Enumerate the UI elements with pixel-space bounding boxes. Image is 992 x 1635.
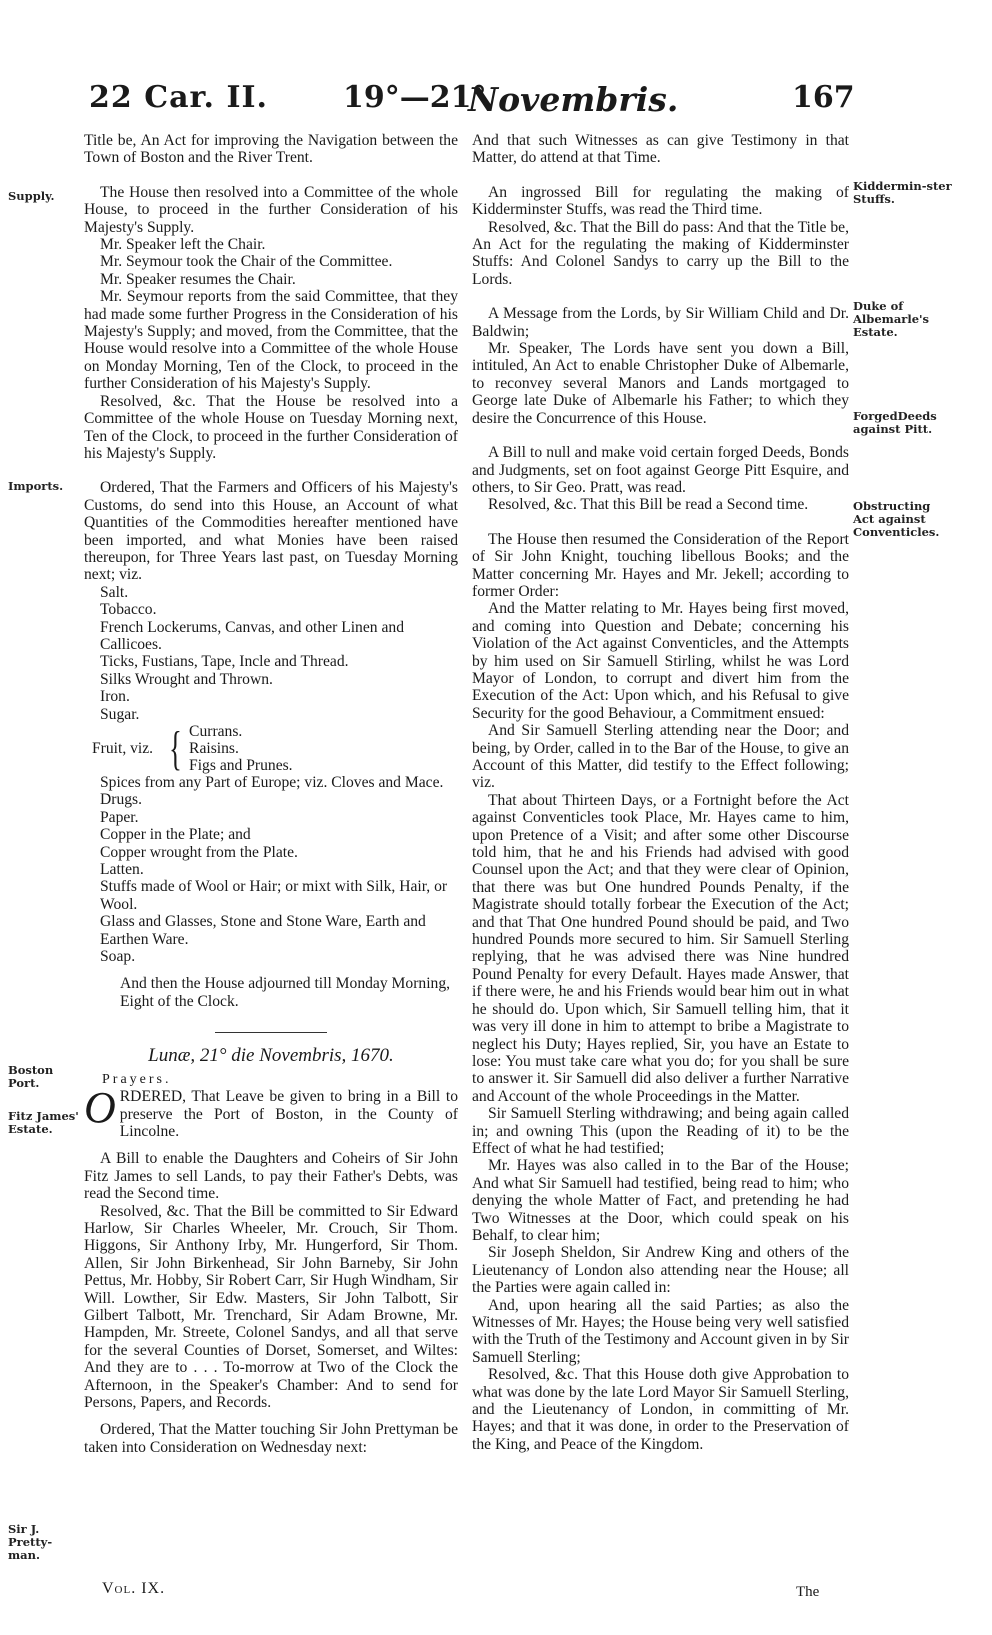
volume-signature: Vol. IX. [102,1580,166,1597]
prayers-heading: Prayers. [102,1071,172,1087]
list-item: Spices from any Part of Europe; viz. Cloves and Mace. [100,774,444,791]
paragraph: Sir Joseph Sheldon, Sir Andrew King and others of the Lieutenancy of London also attending near the House; all the Parties were again called in: [472,1244,849,1297]
paragraph: Mr. Speaker, The Lords have sent you down a Bill, intituled, An Act to enable Christopher Duke of Albemarle, to reconvey several Manors and Lands mortgaged to George late Duke of Albemarle his Father; to which they desire the Concurrence of this House. [472,340,849,427]
right-column [472,132,849,1453]
paragraph: Mr. Speaker left the Chair. [100,236,266,254]
paragraph: Sir Samuell Sterling withdrawing; and being again called in; and owning This (upon the Reading of it) to be the Effect of what he had testified; [472,1105,849,1157]
paragraph: Resolved, &c. That this House doth give Approbation to what was done by the late Lord Mayor Sir Samuell Sterling, and the Lieutenancy of London, in committing of Mr. Hayes; and that it was done, in order to the Preservation of the King, and Peace of the Kingdom. [472,1366,849,1453]
list-item: French Lockerums, Canvas, and other Linen and Callicoes. [100,618,404,653]
list-item: Copper in the Plate; and [100,826,251,844]
fruit-group [92,723,458,774]
list-item: Copper wrought from the Plate. [100,843,298,861]
list-item: Ticks, Fustians, Tape, Incle and Thread. [100,653,349,671]
list-item: Tobacco. [100,601,157,619]
header-month: Novembris. [468,80,679,119]
list-item: Currans. [189,723,243,740]
margin-note-forged-deeds: ForgedDeeds against Pitt. [853,409,937,436]
list-item: Sugar. [100,705,140,723]
list-item: Figs and Prunes. [189,757,293,774]
paragraph: A Message from the Lords, by Sir William Child and Dr. Baldwin; [472,305,849,340]
sitting-date: Lunæ, 21° die Novembris, 1670. [148,1045,394,1067]
brace-icon: { [169,721,182,775]
paragraph: Mr. Seymour reports from the said Committee, that they had made some further Progress in the Consideration of his Majesty's Supply; and moved, from the Committee, that the House would resolve into a Committee of the whole House on Monday Morning, Ten of the Clock, to proceed in the further Consideration of his Majesty's Supply. [84,288,458,393]
margin-note-prettyman: Sir J. Pretty-man. [8,1522,53,1562]
paragraph: Mr. Hayes was also called in to the Bar of the House; And what Sir Samuell had testified, being read to him; who denying the whole Matter of Fact, and pretending he had Two Witnesses at the Door, which could speak on his Behalf, to clear him; [472,1157,849,1244]
paragraph: Resolved, &c. That the Bill be committed to Sir Edward Harlow, Sir Charles Wheeler, Mr. Crouch, Sir Thom. Higgons, Sir Anthony Irby, Mr. Hungerford, Sir Thom. Allen, Sir John Birkenhead, Sir John Barneby, Sir John Pettus, Mr. Hobby, Sir Robert Carr, Sir Hugh Windham, Sir Will. Lowther, Sir Edw. Masters, Sir John Talbott, Sir Gilbert Talbott, Mr. Trenchard, Sir Adam Browne, Mr. Hampden, Mr. Streete, Colonel Sandys, and all that serve for the several Counties of Dorset, Somerset, and Wiltes: And they are to . . . To-morrow at Two of the Clock the Afternoon, in the Speaker's Chamber: And to send for Persons, Papers, and Records. [84,1202,458,1411]
paragraph: And the Matter relating to Mr. Hayes being first moved, and coming into Question and Debate; concerning his Violation of the Act against Conventicles, and the Attempts by him used on Sir Samuell Stirling, whilst he was Lord Mayor of London, to corrupt and divert him from the Execution of the Act: Upon which, and his Refusal to give Security for the good Behaviour, a Commitment ensued: [472,600,849,722]
paragraph: The House then resumed the Consideration of the Report of Sir John Knight, touching libellous Books; and the Matter concerning Mr. Hayes and Mr. Jekell; according to former Order: [472,530,849,600]
list-item: Latten. [100,861,144,879]
paragraph: The House then resolved into a Committee of the whole House, to proceed in the further Consideration of his Majesty's Supply. [84,183,458,236]
margin-note-boston-port: Boston Port. [8,1063,54,1090]
fruit-list [189,723,293,774]
adjournment: And then the House adjourned till Monday Morning, Eight of the Clock. [120,975,451,1010]
paragraph: And, upon hearing all the said Parties; as also the Witnesses of Mr. Hayes; the House being very well satisfied with the Truth of the Testimony and Account given in by Sir Samuell Sterling; [472,1296,849,1366]
list-item: Glass and Glasses, Stone and Stone Ware, Earth and Earthen Ware. [100,913,426,948]
margin-note-fitz-james: Fitz James' Estate. [8,1109,79,1136]
list-item: Soap. [100,948,136,966]
paragraph: And that such Witnesses as can give Testimony in that Matter, do attend at that Time. [472,132,849,167]
paragraph: Mr. Speaker resumes the Chair. [100,270,296,288]
paragraph: A Bill to null and make void certain forged Deeds, Bonds and Judgments, set on foot against George Pitt Esquire, and others, to Sir Geo. Pratt, was read. [472,444,849,496]
page-number: 167 [792,80,855,115]
paragraph: Resolved, &c. That the Bill do pass: And that the Title be, An Act for the regulating the making of Kidderminster Stuffs: And Colonel Sandys to carry up the Bill to the Lords. [472,218,849,288]
paragraph: A Bill to enable the Daughters and Coheirs of Sir John Fitz James to sell Lands, to pay their Father's Debts, was read the Second time. [84,1150,458,1203]
margin-note-albemarle: Duke of Albemarle's Estate. [853,299,930,339]
list-item: Drugs. [100,791,143,809]
paragraph: And Sir Samuell Sterling attending near the Door; and being, by Order, called in to the Bar of the House, to give an Account of this Matter, did testify to the Effect following; viz. [472,722,849,792]
list-item: Silks Wrought and Thrown. [100,670,273,688]
list-item: Iron. [100,688,130,706]
list-item: Stuffs made of Wool or Hair; or mixt with Silk, Hair, or Wool. [100,878,448,913]
commodity-list [84,584,458,966]
fruit-label: Fruit, viz. [92,739,154,757]
drop-cap: O [84,1083,116,1133]
paragraph: An ingrossed Bill for regulating the making of Kidderminster Stuffs, was read the Third time. [472,183,849,219]
section-divider [215,1032,327,1033]
header-dates: 19°—21° [343,80,487,115]
margin-note-imports: Imports. [8,479,64,493]
paragraph: Mr. Seymour took the Chair of the Committee. [100,253,393,271]
left-column [84,132,458,1456]
list-item: Raisins. [189,740,239,757]
paragraph: Title be, An Act for improving the Navigation between the Town of Boston and the River Trent. [84,132,458,167]
margin-note-supply: Supply. [8,189,55,203]
header-regnal-year: 22 Car. II. [89,80,268,115]
paragraph [84,1083,458,1140]
paragraph-text: RDERED, That Leave be given to bring in a Bill to preserve the Port of Boston, in the County of Lincolne. [119,1088,458,1140]
margin-note-kidderminster: Kiddermin-ster Stuffs. [853,179,952,206]
list-item: Salt. [100,583,129,601]
paragraph: Ordered, That the Farmers and Officers of his Majesty's Customs, do send into this House, an Account of what Quantities of the Commodities hereafter mentioned have been imported, and what Monies have been raised thereupon, for Three Years last past, on Tuesday Morning next; viz. [84,479,458,584]
paragraph: Resolved, &c. That this Bill be read a Second time. [488,496,809,514]
catchword: The [796,1584,820,1600]
paragraph: That about Thirteen Days, or a Fortnight before the Act against Conventicles took Place, Mr. Hayes came to him, upon Pretence of a Visit; and after some other Discourse told him, that he and his Friends had advised with good Counsel upon the Act; and that they were clear of Opinion, that there was but One hundred Pounds Penalty, if the Magistrate should totally forbear the Execution of the Act; and that That One hundred Pound should be paid, and Two hundred Pounds more secured to him. Sir Samuell Sterling replying, that he was advised there was Nine hundred Pound Penalty for every Default. Hayes made Answer, that if there were, he and his Friends would bear him out in what he should do. Upon which, Sir Samuell telling him, that it was very ill done in him to attempt to bribe a Magistrate to neglect his Duty; Hayes replied, Sir, you have an Estate to lose: You must take care what you do; for you shall be sure to answer it. Sir Samuell did also deliver a further Narrative and Account of the whole Proceedings in the Matter. [472,791,849,1105]
list-item: Paper. [100,808,139,826]
paragraph: Resolved, &c. That the House be resolved into a Committee of the whole House on Tuesday Morning next, Ten of the Clock, to proceed in the further Consideration of his Majesty's Supply. [84,392,458,462]
margin-note-conventicles: Obstructing Act against Conventicles. [853,499,940,539]
paragraph: Ordered, That the Matter touching Sir John Prettyman be taken into Consideration on Wednesday next: [84,1421,458,1456]
